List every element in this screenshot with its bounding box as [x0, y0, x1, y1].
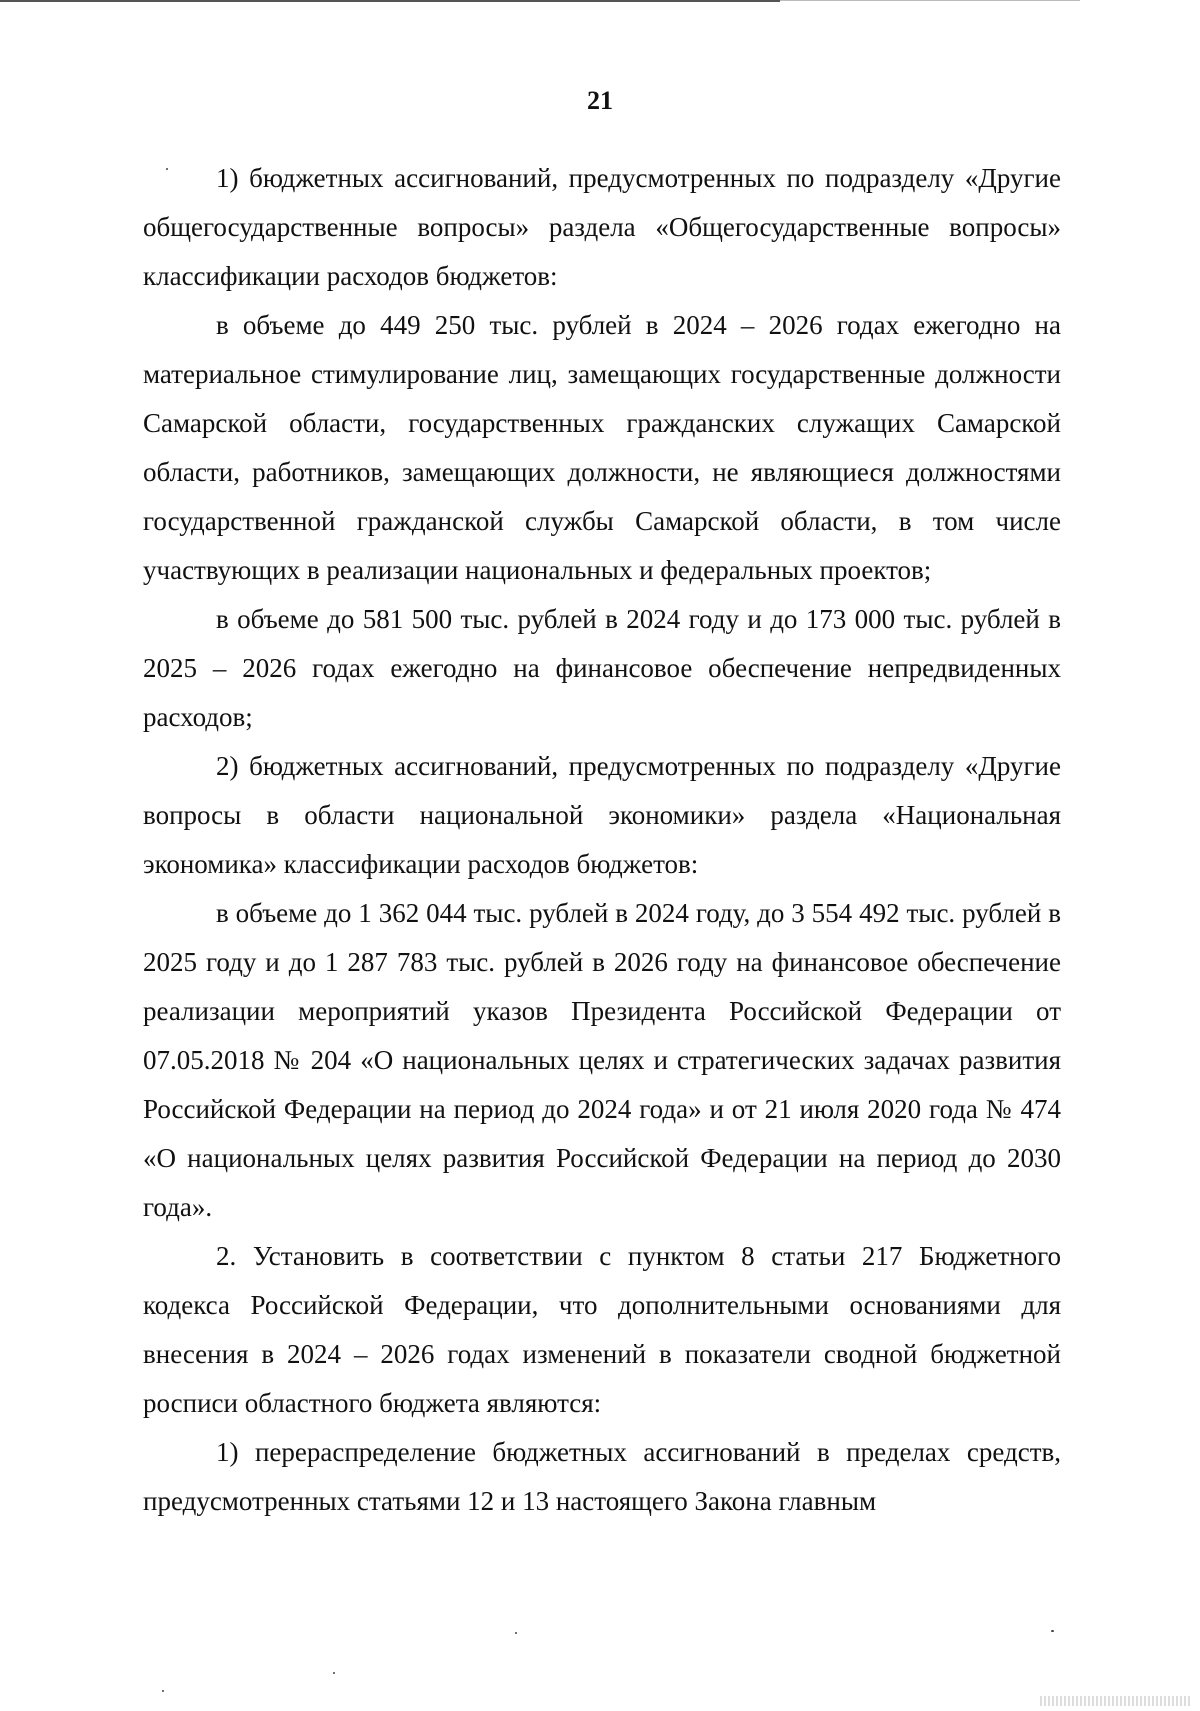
scan-speck — [515, 1632, 517, 1634]
scan-edge-line — [0, 0, 780, 2]
scan-speck — [333, 1672, 335, 1674]
page-number: 21 — [587, 86, 613, 115]
scan-smudge — [1040, 1696, 1190, 1706]
paragraph-7: 1) перераспределение бюджетных ассигнований в пределах средств, предусмотренных статьями 12 и 13 настоящего Закона главным — [143, 1437, 1061, 1516]
paragraph-4: 2) бюджетных ассигнований, предусмотренных по подразделу «Другие вопросы в области национальной экономики» раздела «Национальная экономика» классификации расходов бюджетов: — [143, 751, 1061, 879]
paragraph-3: в объеме до 581 500 тыс. рублей в 2024 году и до 173 000 тыс. рублей в 2025 – 2026 годах ежегодно на финансовое обеспечение непредвиденных расходов; — [143, 604, 1061, 732]
paragraph-6: 2. Установить в соответствии с пунктом 8 статьи 217 Бюджетного кодекса Российской Федерации, что дополнительными основаниями для внесения в 2024 – 2026 годах изменений в показатели сводной бюджетной росписи областного бюджета являются: — [143, 1241, 1061, 1418]
scan-edge-line-faint — [780, 0, 1080, 1]
paragraph-2: в объеме до 449 250 тыс. рублей в 2024 – 2026 годах ежегодно на материальное стимулирование лиц, замещающих государственные должности Самарской области, государственных гражданских служащих Самарской области, работников, замещающих должности, не являющиеся должностями государственной гражданской службы Самарской области, в том числе участвующих в реализации национальных и федеральных проектов; — [143, 310, 1061, 585]
body-text — [143, 154, 1061, 1526]
scan-speck — [162, 1690, 164, 1692]
scan-speck — [166, 168, 168, 170]
scan-speck — [1051, 1630, 1054, 1632]
paragraph-5: в объеме до 1 362 044 тыс. рублей в 2024 году, до 3 554 492 тыс. рублей в 2025 году и до 1 287 783 тыс. рублей в 2026 году на финансовое обеспечение реализации мероприятий указов Президента Российской Федерации от 07.05.2018 № 204 «О национальных целях и стратегических задачах развития Российской Федерации на период до 2024 года» и от 21 июля 2020 года № 474 «О национальных целях развития Российской Федерации на период до 2030 года». — [143, 898, 1061, 1222]
paragraph-1: 1) бюджетных ассигнований, предусмотренных по подразделу «Другие общегосударственные вопросы» раздела «Общегосударственные вопросы» классификации расходов бюджетов: — [143, 163, 1061, 291]
